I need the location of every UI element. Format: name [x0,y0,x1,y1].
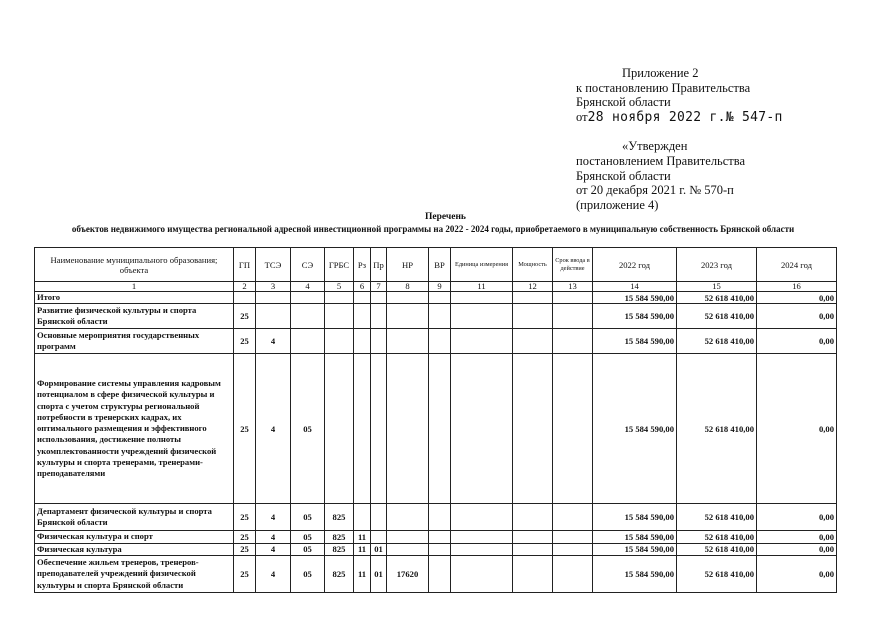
row-gp-cell: 25 [234,543,256,555]
rz-col-header: Рз [354,248,371,282]
appendix-label: Приложение 2 [622,66,699,80]
row-gp-cell: 25 [234,555,256,592]
row-y2022-cell: 15 584 590,00 [593,543,677,555]
row-tse-cell: 4 [256,504,291,531]
name-col-header: Наименование муниципального образования; объекта [35,248,234,282]
row-name-cell: Основные мероприятия государственных программ [35,329,234,354]
row-unit-cell [451,292,513,304]
row-se-cell: 05 [291,354,325,504]
row-rz-cell [354,304,371,329]
row-grbs-cell: 825 [325,555,354,592]
row-y2024-cell: 0,00 [757,555,837,592]
row-pr-cell [371,304,387,329]
nr-col-header: НР [387,248,429,282]
column-number: 8 [387,282,429,292]
row-vr-cell [429,543,451,555]
row-tse-cell: 4 [256,531,291,543]
row-term-cell [553,292,593,304]
pr-col-header: Пр [371,248,387,282]
row-unit-cell [451,555,513,592]
row-se-cell: 05 [291,504,325,531]
row-power-cell [513,504,553,531]
column-number: 3 [256,282,291,292]
row-gp-cell: 25 [234,531,256,543]
row-power-cell [513,329,553,354]
row-y2022-cell: 15 584 590,00 [593,531,677,543]
table-row [35,354,837,504]
term-col-header: Срок ввода в действие [553,248,593,282]
row-pr-cell [371,504,387,531]
row-grbs-cell: 825 [325,531,354,543]
row-name-cell: Формирование системы управления кадровым потенциалом в сфере физической культуры и спорта с учетом структуры региональной потребности в тренерских кадрах, их оптимального размещения и эффективного использования, достижение полноты укомплектованности учреждений физической культуры и спорта тренерами, тренерами-преподавателями [35,354,234,504]
row-power-cell [513,543,553,555]
row-rz-cell: 11 [354,555,371,592]
column-number: 6 [354,282,371,292]
date-prefix: от [576,109,588,124]
row-tse-cell: 4 [256,543,291,555]
row-vr-cell [429,292,451,304]
row-rz-cell [354,292,371,304]
row-pr-cell [371,292,387,304]
row-rz-cell [354,504,371,531]
row-pr-cell [371,354,387,504]
column-number: 2 [234,282,256,292]
column-number: 11 [451,282,513,292]
row-gp-cell [234,292,256,304]
row-grbs-cell: 825 [325,543,354,555]
row-grbs-cell [325,292,354,304]
row-y2024-cell: 0,00 [757,531,837,543]
row-nr-cell [387,304,429,329]
column-number: 9 [429,282,451,292]
row-grbs-cell [325,304,354,329]
row-grbs-cell [325,354,354,504]
row-nr-cell [387,292,429,304]
row-unit-cell [451,354,513,504]
row-y2022-cell: 15 584 590,00 [593,304,677,329]
row-nr-cell [387,329,429,354]
row-vr-cell [429,354,451,504]
row-pr-cell: 01 [371,555,387,592]
row-vr-cell [429,329,451,354]
row-y2023-cell: 52 618 410,00 [677,531,757,543]
row-term-cell [553,304,593,329]
row-name-cell: Физическая культура [35,543,234,555]
row-y2024-cell: 0,00 [757,504,837,531]
approved-date-line: от 20 декабря 2021 г. № 570-п [576,183,734,198]
se-col-header: СЭ [291,248,325,282]
row-power-cell [513,354,553,504]
row-unit-cell [451,329,513,354]
vr-col-header: ВР [429,248,451,282]
y2023-col-header: 2023 год [677,248,757,282]
row-name-cell: Итого [35,292,234,304]
row-unit-cell [451,531,513,543]
row-y2024-cell: 0,00 [757,543,837,555]
row-y2023-cell: 52 618 410,00 [677,543,757,555]
row-power-cell [513,304,553,329]
y2022-col-header: 2022 год [593,248,677,282]
row-grbs-cell: 825 [325,504,354,531]
row-power-cell [513,292,553,304]
row-y2024-cell: 0,00 [757,304,837,329]
document-subtitle: объектов недвижимого имущества региональной адресной инвестиционной программы на 2022 - 2024 годы, приобретаемого в муниципальную собственность Брянской области [71,224,795,234]
document-header [576,66,783,212]
row-rz-cell: 11 [354,543,371,555]
row-tse-cell: 4 [256,555,291,592]
approved-open-line: «Утвержден [622,139,688,154]
row-power-cell [513,555,553,592]
row-grbs-cell [325,329,354,354]
table-row [35,555,837,592]
column-number: 7 [371,282,387,292]
gp-col-header: ГП [234,248,256,282]
decree-date-line [576,110,783,126]
row-tse-cell: 4 [256,329,291,354]
row-tse-cell [256,292,291,304]
row-vr-cell [429,555,451,592]
table-row [35,329,837,354]
row-name-cell: Физическая культура и спорт [35,531,234,543]
row-y2024-cell: 0,00 [757,354,837,504]
unit-col-header: Единица измерения [451,248,513,282]
row-se-cell: 05 [291,531,325,543]
document-title: Перечень [425,212,466,222]
row-pr-cell [371,531,387,543]
row-term-cell [553,504,593,531]
row-name-cell: Развитие физической культуры и спорта Брянской области [35,304,234,329]
column-number: 4 [291,282,325,292]
row-se-cell [291,304,325,329]
column-number: 15 [677,282,757,292]
row-term-cell [553,543,593,555]
column-number: 16 [757,282,837,292]
table-header-row [35,248,837,282]
column-number: 14 [593,282,677,292]
row-se-cell: 05 [291,543,325,555]
row-nr-cell [387,504,429,531]
row-pr-cell: 01 [371,543,387,555]
row-nr-cell [387,531,429,543]
approved-appendix-line: (приложение 4) [576,197,659,212]
row-gp-cell: 25 [234,304,256,329]
row-nr-cell: 17620 [387,555,429,592]
table-row [35,531,837,543]
row-term-cell [553,531,593,543]
approved-by-line: постановлением Правительства [576,153,746,168]
row-gp-cell: 25 [234,354,256,504]
table-row [35,543,837,555]
to-decree-line: к постановлению Правительства [576,80,751,95]
row-se-cell [291,292,325,304]
table-row [35,504,837,531]
row-term-cell [553,555,593,592]
row-name-cell: Обеспечение жильем тренеров, тренеров-преподавателей учреждений физической культуры и спорта Брянской области [35,555,234,592]
row-y2022-cell: 15 584 590,00 [593,354,677,504]
row-power-cell [513,531,553,543]
row-y2023-cell: 52 618 410,00 [677,504,757,531]
row-se-cell [291,329,325,354]
row-tse-cell: 4 [256,354,291,504]
row-gp-cell: 25 [234,329,256,354]
row-name-cell: Департамент физической культуры и спорта Брянской области [35,504,234,531]
row-rz-cell: 11 [354,531,371,543]
row-y2024-cell: 0,00 [757,292,837,304]
row-rz-cell [354,354,371,504]
column-number: 1 [35,282,234,292]
column-number: 5 [325,282,354,292]
row-y2023-cell: 52 618 410,00 [677,292,757,304]
row-y2023-cell: 52 618 410,00 [677,329,757,354]
y2024-col-header: 2024 год [757,248,837,282]
row-vr-cell [429,304,451,329]
row-unit-cell [451,504,513,531]
column-number: 13 [553,282,593,292]
row-y2022-cell: 15 584 590,00 [593,555,677,592]
approved-region-line: Брянской области [576,168,671,183]
row-y2024-cell: 0,00 [757,329,837,354]
tse-col-header: ТСЭ [256,248,291,282]
row-tse-cell [256,304,291,329]
power-col-header: Мощность [513,248,553,282]
row-y2022-cell: 15 584 590,00 [593,292,677,304]
row-rz-cell [354,329,371,354]
row-unit-cell [451,543,513,555]
table-row [35,304,837,329]
row-gp-cell: 25 [234,504,256,531]
row-y2022-cell: 15 584 590,00 [593,504,677,531]
row-y2023-cell: 52 618 410,00 [677,555,757,592]
row-vr-cell [429,531,451,543]
objects-table [34,247,837,593]
table-row [35,292,837,304]
row-term-cell [553,354,593,504]
row-nr-cell [387,354,429,504]
grbs-col-header: ГРБС [325,248,354,282]
row-se-cell: 05 [291,555,325,592]
row-nr-cell [387,543,429,555]
column-number: 12 [513,282,553,292]
row-unit-cell [451,304,513,329]
row-term-cell [553,329,593,354]
row-y2022-cell: 15 584 590,00 [593,329,677,354]
row-vr-cell [429,504,451,531]
column-number-row [35,282,837,292]
region-line: Брянской области [576,95,671,110]
row-pr-cell [371,329,387,354]
row-y2023-cell: 52 618 410,00 [677,354,757,504]
row-y2023-cell: 52 618 410,00 [677,304,757,329]
handwritten-date: 28 ноября 2022 г.№ 547-п [587,109,783,125]
